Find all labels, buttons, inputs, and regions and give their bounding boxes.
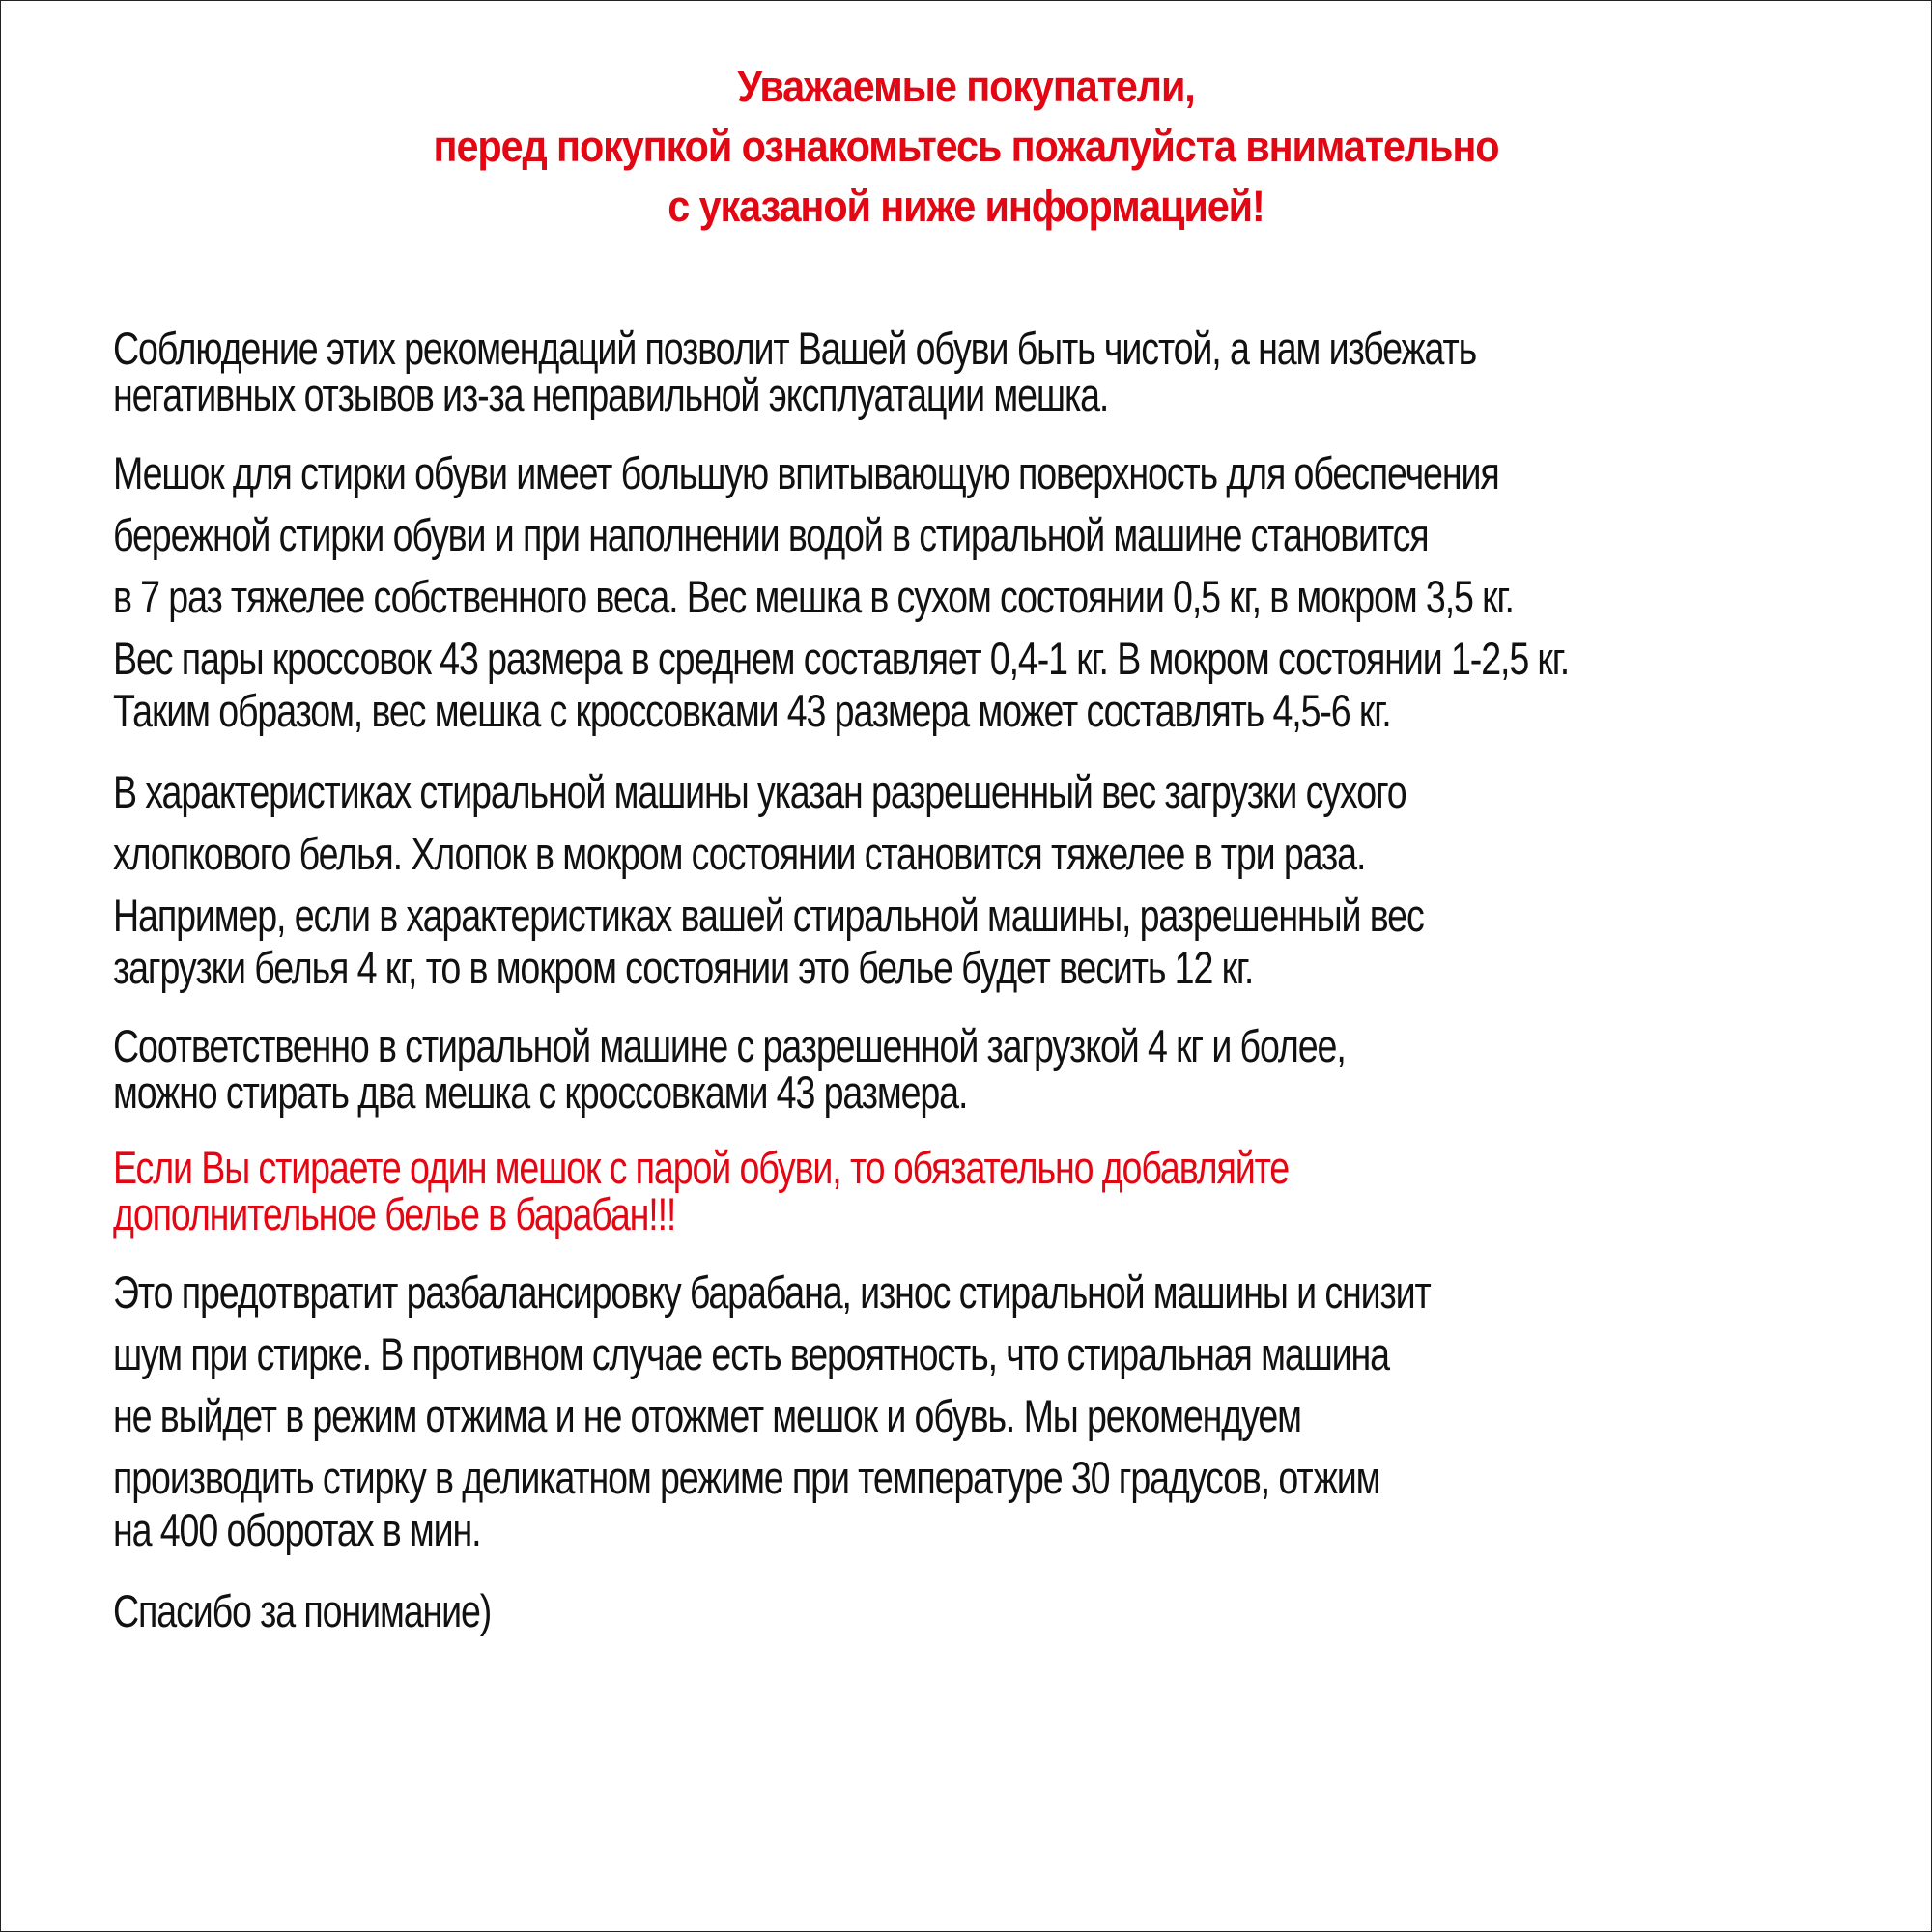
text-line: Это предотвратит разбалансировку барабана, износ стиральной машины и снизит xyxy=(113,1266,1431,1318)
text-line: Если Вы стираете один мешок с парой обуви, то обязательно добавляйте xyxy=(113,1142,1290,1193)
text-line: Соблюдение этих рекомендаций позволит Вашей обуви быть чистой, а нам избежать xyxy=(113,323,1477,374)
paragraph-recommendation xyxy=(113,1266,1550,1556)
text-line: Спасибо за понимание) xyxy=(113,1585,492,1636)
text-line: дополнительное белье в барабан!!! xyxy=(113,1188,676,1239)
paragraph-warning xyxy=(113,1142,1550,1239)
text-line: бережной стирки обуви и при наполнении водой в стиральной машине становится xyxy=(113,509,1429,560)
text-line: шум при стирке. В противном случае есть вероятность, что стиральная машина xyxy=(113,1328,1389,1379)
text-line: Например, если в характеристиках вашей стиральной машины, разрешенный вес xyxy=(113,890,1424,941)
text-line: Мешок для стирки обуви имеет большую впитывающую поверхность для обеспечения xyxy=(113,447,1499,498)
text-line: производить стирку в деликатном режиме при температуре 30 градусов, отжим xyxy=(113,1452,1380,1503)
text-line: Таким образом, вес мешка с кроссовками 43 размера может составлять 4,5-6 кг. xyxy=(113,685,1391,736)
text-line: загрузки белья 4 кг, то в мокром состоянии это белье будет весить 12 кг. xyxy=(113,942,1254,993)
paragraph-bag-weight xyxy=(113,447,1570,737)
text-line: можно стирать два мешка с кроссовками 43 размера. xyxy=(113,1066,968,1118)
text-line: на 400 оборотах в мин. xyxy=(113,1504,481,1555)
text-line: в 7 раз тяжелее собственного веса. Вес мешка в сухом состоянии 0,5 кг, в мокром 3,5 кг. xyxy=(113,571,1514,622)
text-line: Соответственно в стиральной машине с разрешенной загрузкой 4 кг и более, xyxy=(113,1020,1346,1071)
text-line: В характеристиках стиральной машины указан разрешенный вес загрузки сухого xyxy=(113,766,1406,817)
notice-body xyxy=(113,323,1570,1666)
notice-heading xyxy=(78,57,1854,237)
paragraph-machine-load xyxy=(113,766,1550,994)
text-line: не выйдет в режим отжима и не отожмет мешок и обувь. Мы рекомендуем xyxy=(113,1390,1301,1441)
paragraph-thanks xyxy=(113,1585,1550,1637)
paragraph-two-bags xyxy=(113,1020,1550,1118)
heading-line: Уважаемые покупатели, xyxy=(737,62,1195,111)
text-line: Вес пары кроссовок 43 размера в среднем составляет 0,4-1 кг. В мокром состоянии 1-2,5 кг. xyxy=(113,633,1570,684)
paragraph-intro xyxy=(113,323,1550,420)
heading-line: с указаной ниже информацией! xyxy=(668,182,1264,231)
text-line: негативных отзывов из-за неправильной эксплуатации мешка. xyxy=(113,369,1109,420)
text-line: хлопкового белья. Хлопок в мокром состоянии становится тяжелее в три раза. xyxy=(113,828,1366,879)
heading-line: перед покупкой ознакомьтесь пожалуйста внимательно xyxy=(433,122,1499,171)
